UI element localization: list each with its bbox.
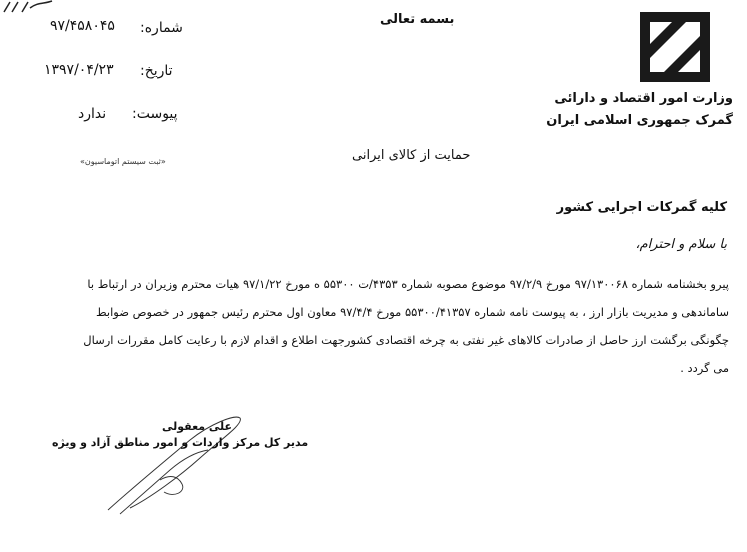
ministry-block <box>546 88 733 132</box>
number-label: شماره: <box>140 20 183 36</box>
handwritten-corner-mark <box>0 0 60 14</box>
attachment-label: پیوست: <box>132 106 178 122</box>
date-label: تاریخ: <box>140 63 173 79</box>
body-line-2: ساماندهی و مدیریت بازار ارز ، به پیوست نامه شماره ۵۵۳۰۰/۴۱۳۵۷ مورخ ۹۷/۴/۴ معاون اول محترم رئیس جمهور در خصوص ضوابط <box>95 305 729 319</box>
greeting: با سلام و احترام، <box>635 237 727 252</box>
signatory-title: مدیر کل مرکز واردات و امور مناطق آزاد و ویژه <box>52 436 309 449</box>
bismillah-heading: بسمه تعالی <box>380 12 455 27</box>
date-value: ۱۳۹۷/۰۴/۲۳ <box>44 62 114 78</box>
signatory-name: علی معقولی <box>162 420 233 433</box>
slogan: حمایت از کالای ایرانی <box>352 148 471 163</box>
body-line-1: پیرو بخشنامه شماره ۹۷/۱۳۰۰۶۸ مورخ ۹۷/۲/۹ موضوع مصوبه شماره ۴۳۵۳/ت ۵۵۳۰۰ ه مورخ ۹۷/۱/۲۲ هیات محترم وزیران در ارتباط با <box>87 277 729 291</box>
body-line-4: می گردد . <box>680 361 729 375</box>
automation-note: «ثبت سیستم اتوماسیون» <box>80 157 166 166</box>
body-line-3: چگونگی برگشت ارز حاصل از صادرات کالاهای غیر نفتی به چرخه اقتصادی کشورجهت اطلاع و اقدام لازم با رعایت کامل مقررات ارسال <box>83 333 729 347</box>
attachment-value: ندارد <box>78 106 107 122</box>
number-value: ۹۷/۴۵۸۰۴۵ <box>50 18 115 34</box>
ministry-line-2: گمرک جمهوری اسلامی ایران <box>546 113 733 128</box>
ministry-line-1: وزارت امور اقتصاد و دارائی <box>554 91 733 106</box>
recipient: کلیه گمرکات اجرایی کشور <box>556 200 727 215</box>
customs-logo <box>638 10 712 84</box>
